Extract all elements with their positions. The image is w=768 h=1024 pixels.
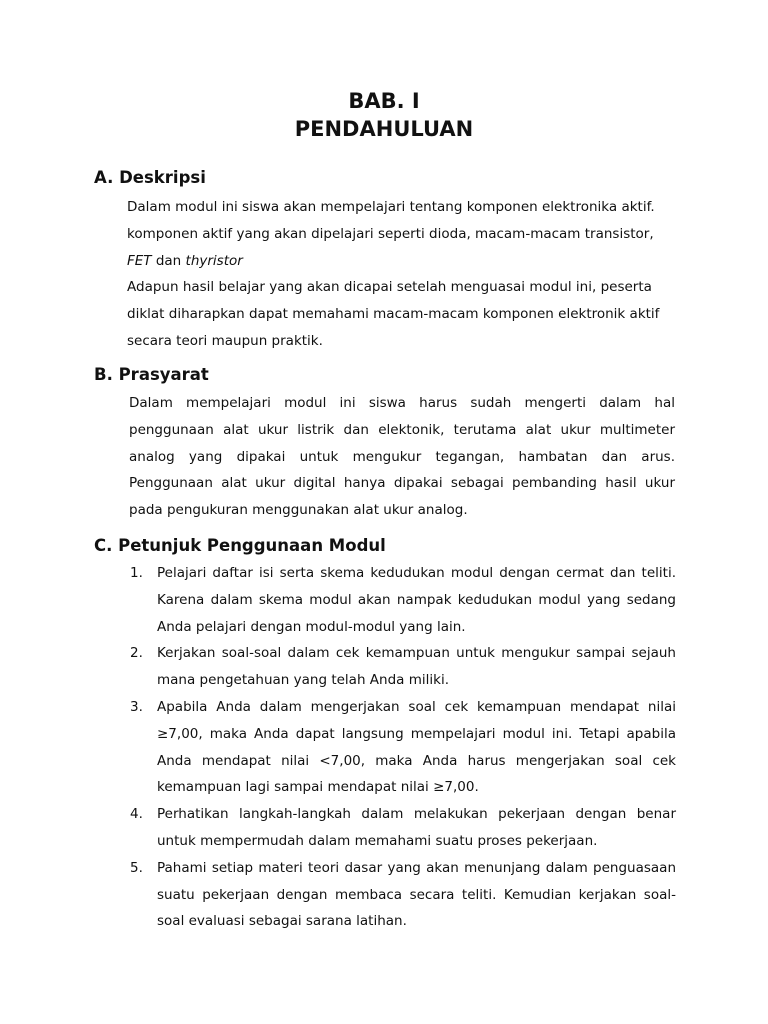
list-item-number: 2. [130, 645, 143, 662]
prasyarat-line: Dalam mempelajari modul ini siswa harus sudah mengerti dalam hal [129, 395, 675, 411]
prasyarat-paragraph [129, 390, 675, 524]
list-item-line: suatu pekerjaan dengan membaca secara teliti. Kemudian kerjakan soal- [157, 886, 676, 903]
section-heading-petunjuk: C. Petunjuk Penggunaan Modul [94, 536, 386, 555]
list-item-line: mana pengetahuan yang telah Anda miliki. [157, 672, 449, 689]
term-thyristor: thyristor [185, 252, 243, 269]
list-item-line: Anda mendapat nilai <7,00, maka Anda harus mengerjakan soal cek [157, 752, 676, 769]
list-item-line: Kerjakan soal-soal dalam cek kemampuan untuk mengukur sampai sejauh [157, 645, 676, 662]
list-item-line: Pelajari daftar isi serta skema kedudukan modul dengan cermat dan teliti. [157, 565, 676, 581]
deskripsi-line: Adapun hasil belajar yang akan dicapai setelah menguasai modul ini, peserta [127, 279, 652, 296]
prasyarat-line: Penggunaan alat ukur digital hanya dipakai sebagai pembanding hasil ukur [129, 475, 675, 492]
list-item-line: untuk mempermudah dalam memahami suatu proses pekerjaan. [157, 832, 598, 849]
list-item [128, 801, 676, 855]
chapter-number: BAB. I [348, 89, 420, 113]
prasyarat-line: penggunaan alat ukur listrik dan elektonik, terutama alat ukur multimeter [129, 421, 675, 438]
list-item-line: Pahami setiap materi teori dasar yang akan menunjang dalam penguasaan [157, 859, 676, 876]
list-item-number: 4. [130, 806, 143, 823]
term-connector: dan [151, 252, 186, 269]
chapter-title: PENDAHULUAN [294, 117, 474, 141]
list-item-line: kemampuan lagi sampai mendapat nilai ≥7,00. [157, 779, 479, 796]
term-fet: FET [127, 252, 152, 269]
section-heading-prasyarat: B. Prasyarat [94, 365, 209, 384]
list-item [128, 640, 676, 694]
list-item [128, 855, 676, 935]
list-item-number: 1. [130, 565, 143, 581]
list-item-line: soal evaluasi sebagai sarana latihan. [157, 913, 407, 930]
prasyarat-line: pada pengukuran menggunakan alat ukur analog. [129, 502, 468, 519]
instruction-list [128, 560, 676, 935]
list-item [128, 694, 676, 801]
deskripsi-line: secara teori maupun praktik. [127, 332, 323, 349]
list-item-line: ≥7,00, maka Anda dapat langsung mempelajari modul ini. Tetapi apabila [157, 725, 676, 742]
deskripsi-paragraph [127, 194, 687, 355]
list-item-line: Karena dalam skema modul akan nampak kedudukan modul yang sedang [157, 591, 676, 608]
list-item-line: Anda pelajari dengan modul-modul yang lain. [157, 618, 466, 635]
list-item-line: Perhatikan langkah-langkah dalam melakukan pekerjaan dengan benar [157, 806, 676, 823]
list-item [128, 560, 676, 640]
deskripsi-line: diklat diharapkan dapat memahami macam-macam komponen elektronik aktif [127, 306, 660, 323]
list-item-number: 3. [130, 698, 143, 715]
section-heading-deskripsi: A. Deskripsi [94, 168, 206, 187]
deskripsi-line: komponen aktif yang akan dipelajari seperti dioda, macam-macam transistor, [127, 225, 654, 242]
deskripsi-line: Dalam modul ini siswa akan mempelajari tentang komponen elektronika aktif. [127, 199, 655, 215]
list-item-number: 5. [130, 859, 143, 876]
list-item-line: Apabila Anda dalam mengerjakan soal cek kemampuan mendapat nilai [157, 698, 676, 715]
prasyarat-line: analog yang dipakai untuk mengukur tegangan, hambatan dan arus. [129, 448, 675, 465]
deskripsi-line-terms [127, 248, 687, 275]
